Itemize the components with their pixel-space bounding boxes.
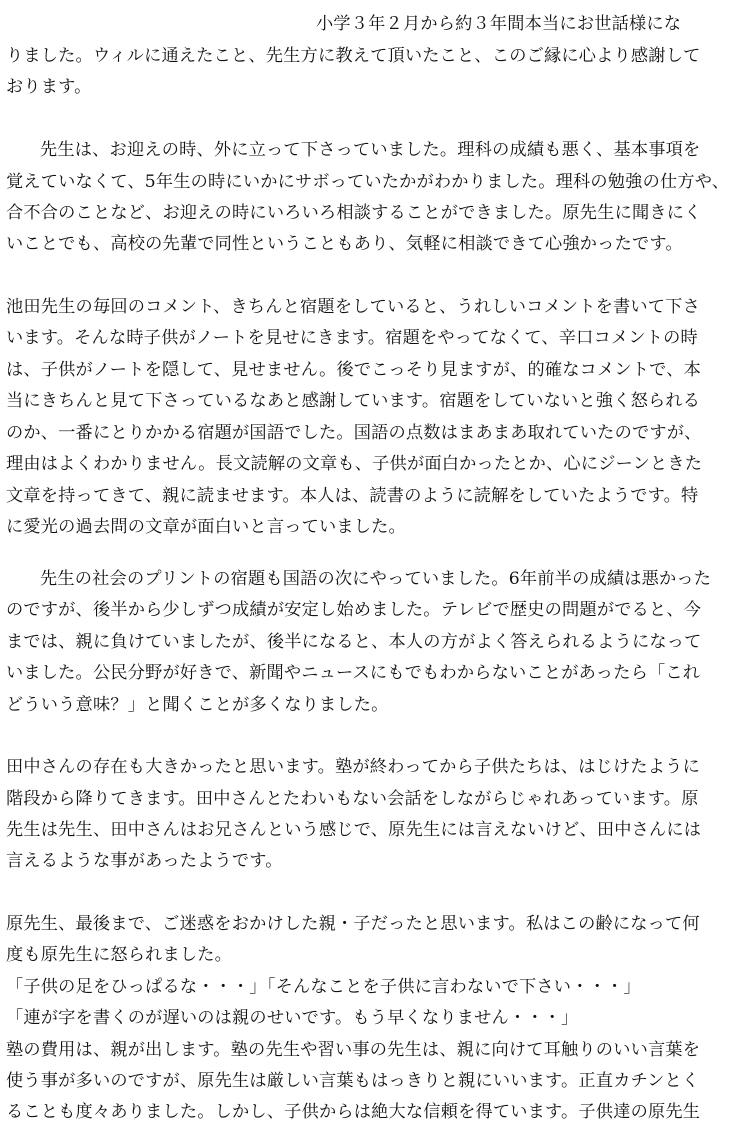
text-line: 言えるような事があったようです。 <box>6 851 283 871</box>
text-line: 理由はよくわかりません。長文読解の文章も、子供が面白かったとか、心にジーンときた <box>6 454 703 474</box>
text-line: 先生の社会のプリントの宿題も国語の次にやっていました。6年前半の成績は悪かった <box>40 569 712 589</box>
text-line: 階段から降りてきます。田中さんとたわいもない会話をしながらじゃれあっています。原 <box>6 789 699 809</box>
text-line: 先生は先生、田中さんはお兄さんという感じで、原先生には言えないけど、田中さんには <box>6 820 702 840</box>
text-line: どういう意味？」と聞くことが多くなりました。 <box>6 695 389 715</box>
text-line: 先生は、お迎えの時、外に立って下さっていました。理科の成績も悪く、基本事項を <box>40 140 701 160</box>
text-line: いことでも、高校の先輩で同性ということもあり、気軽に相談できて心強かったです。 <box>6 234 683 254</box>
text-line: 覚えていなくて、5年生の時にいかにサボっていたかがわかりました。理科の勉強の仕方や、 <box>6 172 730 192</box>
text-line: 田中さんの存在も大きかったと思います。塾が終わってから子供たちは、はじけたように <box>6 757 700 777</box>
quote-line: 「連が字を書くのが遅いのは親のせいです。もう早くなりません・・・」 <box>6 1008 579 1028</box>
text-line: までは、親に負けていましたが、後半になると、本人の方がよく答えられるようになって <box>6 632 702 652</box>
text-line: いました。公民分野が好きで、新聞やニュースにもでもわからないことがあったら「これ <box>6 663 701 683</box>
text-line: 池田先生の毎回のコメント、きちんと宿題をしていると、うれしいコメントを書いて下さ <box>6 297 700 317</box>
text-line: のか、一番にとりかかる宿題が国語でした。国語の点数はまあまあ取れていたのですが、 <box>6 423 702 443</box>
text-line: 原先生、最後まで、ご迷惑をおかけした親・子だったと思います。私はこの齢になって何 <box>6 914 700 934</box>
text-line: は、子供がノートを隠して、見せません。後でこっそり見ますが、的確なコメントで、本 <box>6 360 701 380</box>
text-line: 文章を持ってきて、親に読ませます。本人は、読書のように読解をしていたようです。特 <box>6 486 699 506</box>
text-line: ることも度々ありました。しかし、子供からは絶大な信頼を得ています。子供達の原先生 <box>6 1102 701 1122</box>
text-line: りました。ウィルに通えたこと、先生方に教えて頂いたこと、このご縁に心より感謝して <box>6 46 701 66</box>
text-line: 塾の費用は、親が出します。塾の先生や習い事の先生は、親に向けて耳触りのいい言葉を <box>6 1040 701 1060</box>
text-line: 使う事が多いのですが、原先生は厳しい言葉もはっきりと親にいいます。正直カチンとく <box>6 1071 700 1091</box>
text-line: おります。 <box>6 77 92 97</box>
quote-line: 「子供の足をひっぱるな・・・」「そんなことを子供に言わないで下さい・・・」 <box>6 977 641 997</box>
text-line: 小学３年２月から約３年間本当にお世話様にな <box>316 14 682 34</box>
text-line: います。そんな時子供がノートを見せにきます。宿題をやってなくて、辛口コメントの時 <box>6 328 698 348</box>
text-line: 合不合のことなど、お迎えの時にいろいろ相談することができました。原先生に聞きにく <box>6 203 702 223</box>
text-line: 当にきちんと見て下さっているなあと感謝しています。宿題をしていないと強く怒られる <box>6 391 701 411</box>
text-line: に愛光の過去問の文章が面白いと言っていました。 <box>6 517 406 537</box>
text-line: のですが、後半から少しずつ成績が安定し始めました。テレビで歴史の問題がでると、今 <box>6 600 702 620</box>
text-line: 度も原先生に怒られました。 <box>6 945 233 965</box>
